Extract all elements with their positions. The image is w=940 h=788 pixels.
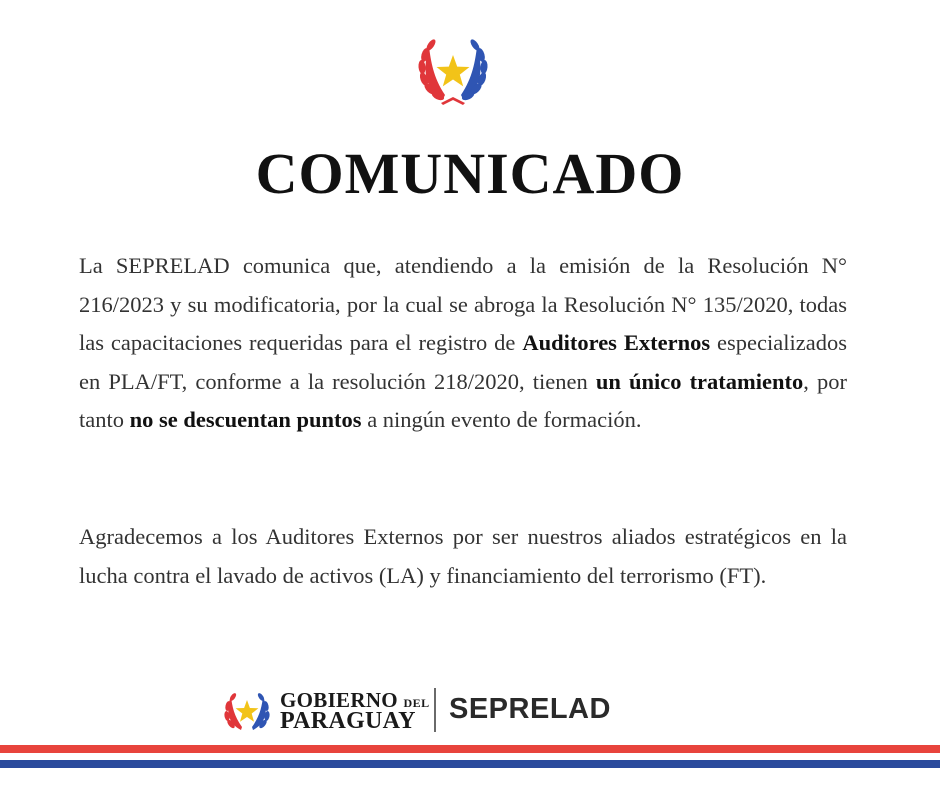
paragraph-1-text-d: a ningún evento de formación.	[361, 407, 642, 432]
bold-no-descuentan-puntos: no se descuentan puntos	[129, 407, 362, 432]
paragraph-1-text-b: especializados en PLA/FT, conforme a la resolución 218/2020, tienen	[79, 330, 847, 394]
flag-stripe-blue	[0, 760, 940, 768]
flag-stripe-red	[0, 745, 940, 753]
national-emblem-icon	[221, 688, 273, 734]
gov-name-line-2: PARAGUAY	[280, 708, 416, 734]
gov-name-gobierno: GOBIERNO	[280, 688, 398, 712]
footer-logo	[221, 686, 641, 734]
page-title: COMUNICADO	[255, 141, 685, 206]
bold-auditores-externos: Auditores Externos	[522, 330, 711, 355]
paragraph-1-text-a: La SEPRELAD comunica que, atendiendo a la emisión de la Resolución N° 216/2023 y su modificatoria, por la cual se abroga la Resolución N° 135/2020, todas las capacitaciones requeridas para el registro de	[79, 253, 847, 355]
flag-stripe-white	[0, 753, 940, 760]
agency-name: SEPRELAD	[449, 693, 611, 725]
paragraph-1-text-c: , por tanto	[79, 368, 848, 432]
gov-name-del: DEL	[403, 696, 430, 710]
logo-divider	[434, 688, 436, 732]
bold-unico-tratamiento: un único tratamiento	[595, 368, 804, 394]
national-emblem-icon	[413, 33, 493, 107]
paragraph-2: Agradecemos a los Auditores Externos por ser nuestros aliados estratégicos en la lucha contra el lavado de activos (LA) y financiamiento del terrorismo (FT).	[79, 524, 847, 588]
paragraph-1	[79, 247, 847, 440]
